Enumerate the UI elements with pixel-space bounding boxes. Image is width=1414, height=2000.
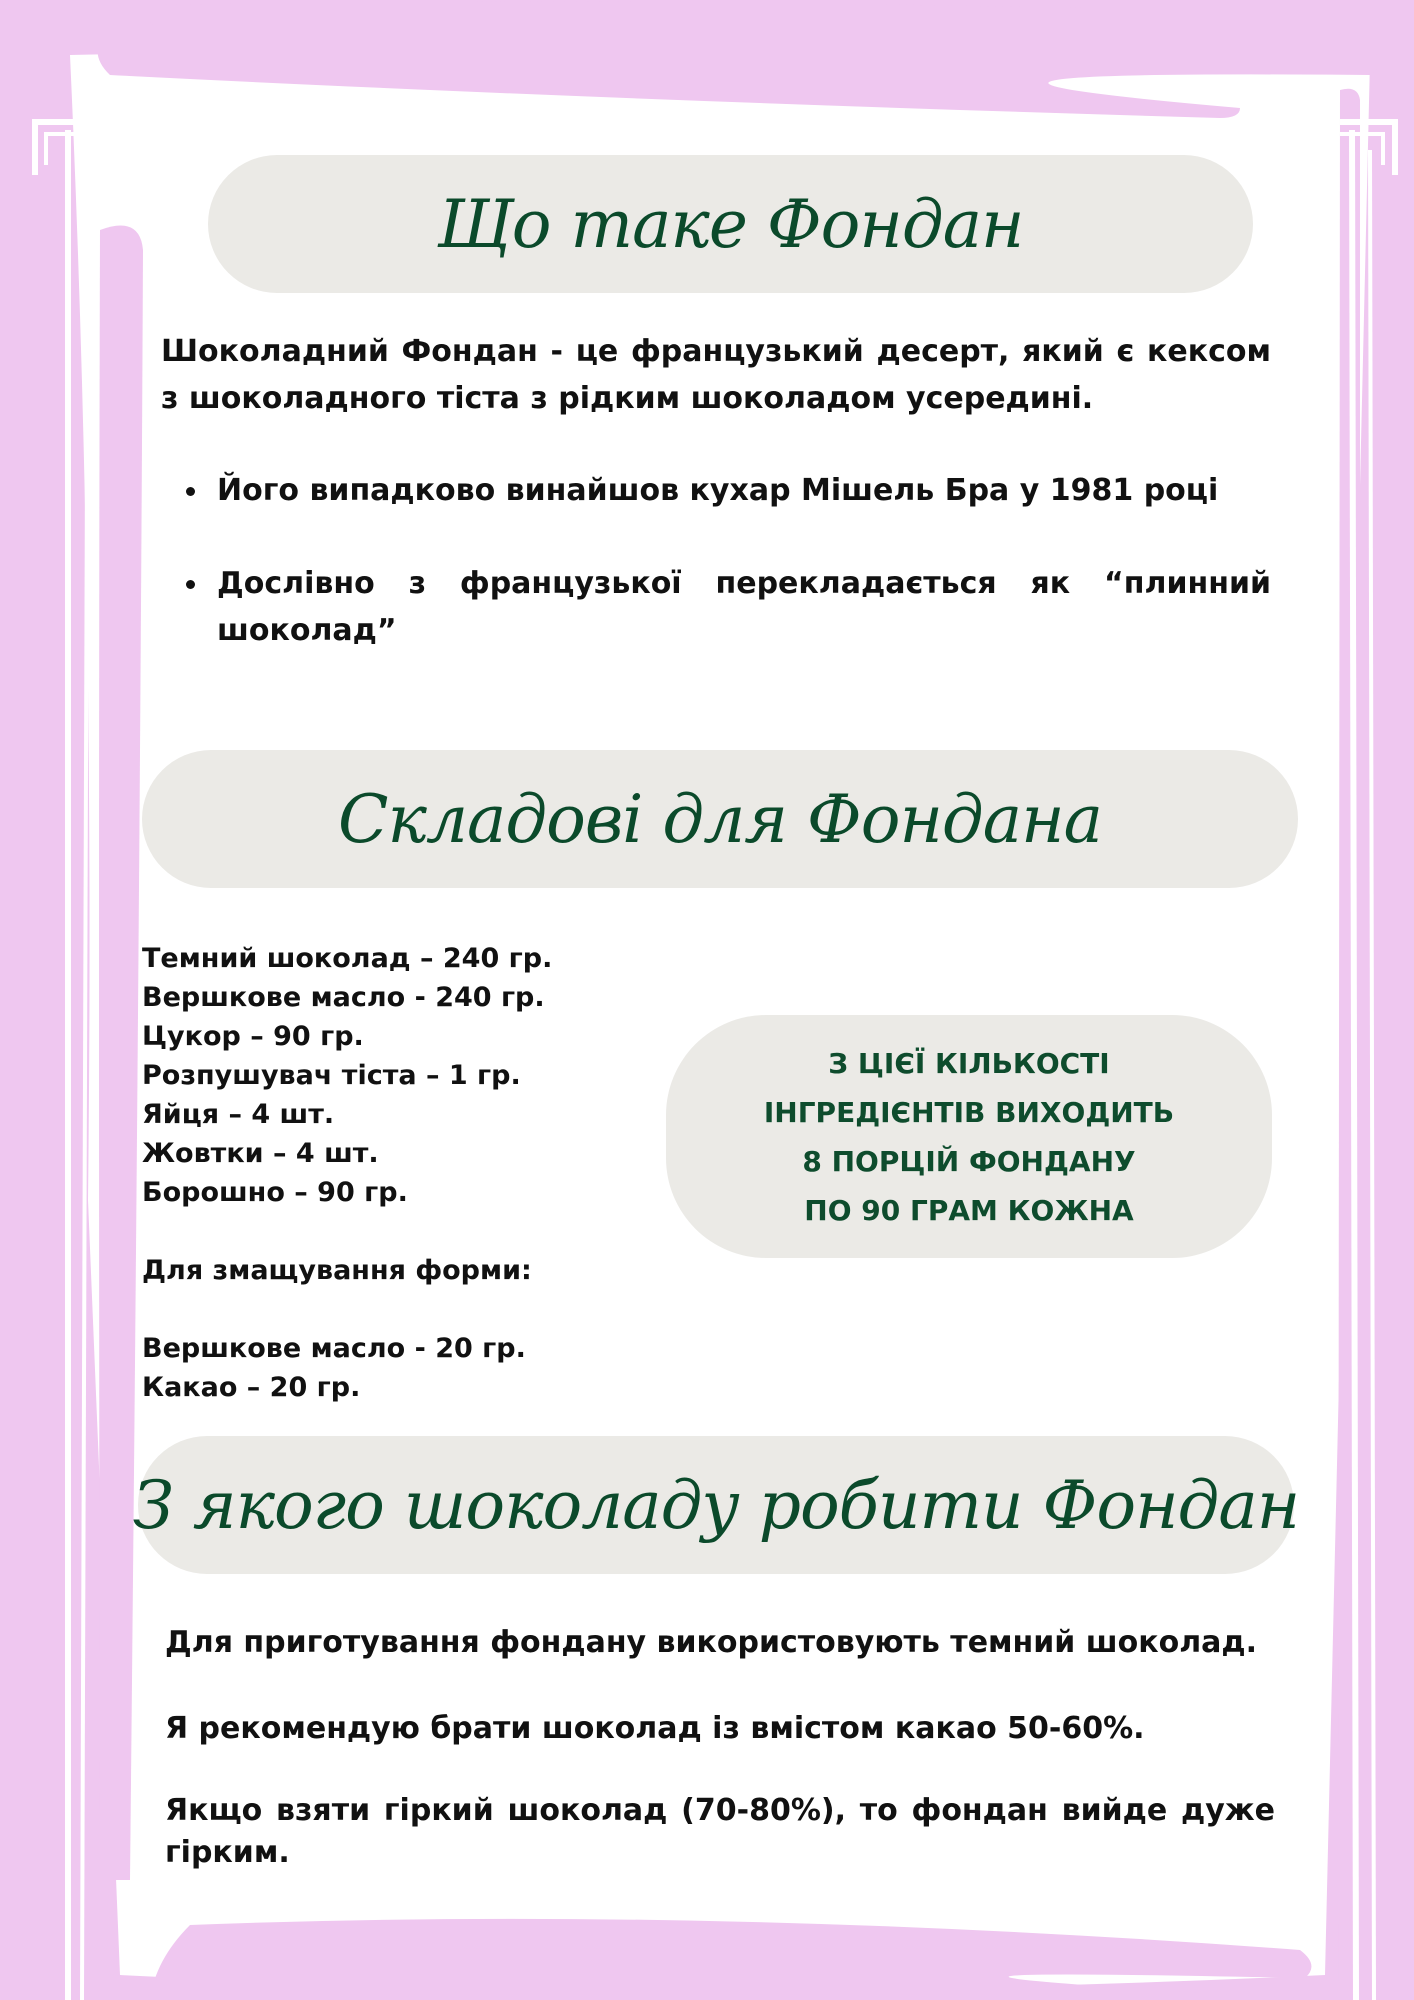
ingredient-item: Цукор – 90 гр. <box>142 1021 364 1052</box>
right-white-line-2 <box>1370 150 1374 2000</box>
right-white-line-1 <box>1352 130 1356 2000</box>
heading-what-is-fondant: Що таке Фондан <box>437 185 1024 263</box>
ingredients-list <box>142 939 702 1407</box>
top-brush-stroke <box>147 2 1345 42</box>
chocolate-paragraph-2: Я рекомендую брати шоколад із вмістом какао 50-60%. <box>165 1711 1145 1746</box>
spacer <box>165 1666 1275 1705</box>
list-item <box>217 560 1271 654</box>
ingredient-item: Борошно – 90 гр. <box>142 1177 408 1208</box>
chocolate-paragraph-1: Для приготування фондану використовують темний шоколад. <box>165 1625 1258 1660</box>
bullet-text-inventor: Його випадково винайшов кухар Мішель Бра у 1981 році <box>217 473 1219 508</box>
callout-line: ПО 90 ГРАМ КОЖНА <box>804 1193 1134 1227</box>
bullet-text-translation: Дослівно з французької перекладається як “плинний шоколад” <box>217 566 1271 648</box>
callout-line: 8 ПОРЦІЙ ФОНДАНУ <box>802 1144 1136 1178</box>
ingredient-item: Жовтки – 4 шт. <box>142 1138 379 1169</box>
list-item <box>217 467 1271 514</box>
ingredient-item: Вершкове масло - 240 гр. <box>142 982 545 1013</box>
ingredient-item: Яйця – 4 шт. <box>142 1099 335 1130</box>
ingredient-item: Темний шоколад – 240 гр. <box>142 943 553 974</box>
greasing-title: Для змащування форми: <box>142 1255 532 1286</box>
intro-paragraph: Шоколадний Фондан - це французький десерт, який є кексом з шоколадного тіста з рідким шоколадом усередині. <box>161 334 1271 416</box>
heading-pill-what-is <box>208 155 1253 293</box>
greasing-item: Вершкове масло - 20 гр. <box>142 1333 526 1364</box>
intro-text <box>161 328 1271 422</box>
spacer <box>142 1212 702 1251</box>
heading-pill-ingredients <box>142 750 1298 888</box>
servings-callout <box>666 1015 1272 1258</box>
intro-bullet-list <box>161 467 1271 700</box>
spacer <box>142 1290 702 1329</box>
callout-line: З ЦІЄЇ КІЛЬКОСТІ <box>828 1046 1110 1080</box>
greasing-item: Какао – 20 гр. <box>142 1372 361 1403</box>
heading-which-chocolate: З якого шоколаду робити Фондан <box>132 1466 1300 1544</box>
heading-ingredients: Складові для Фондана <box>338 780 1102 858</box>
spacer <box>165 1752 1275 1790</box>
heading-pill-which-chocolate <box>132 1436 1300 1574</box>
chocolate-text <box>165 1619 1275 1874</box>
callout-line: ІНГРЕДІЄНТІВ ВИХОДИТЬ <box>763 1095 1175 1129</box>
ingredient-item: Розпушувач тіста – 1 гр. <box>142 1060 521 1091</box>
chocolate-paragraph-3: Якщо взяти гіркий шоколад (70-80%), то фондан вийде дуже гірким. <box>165 1793 1275 1870</box>
